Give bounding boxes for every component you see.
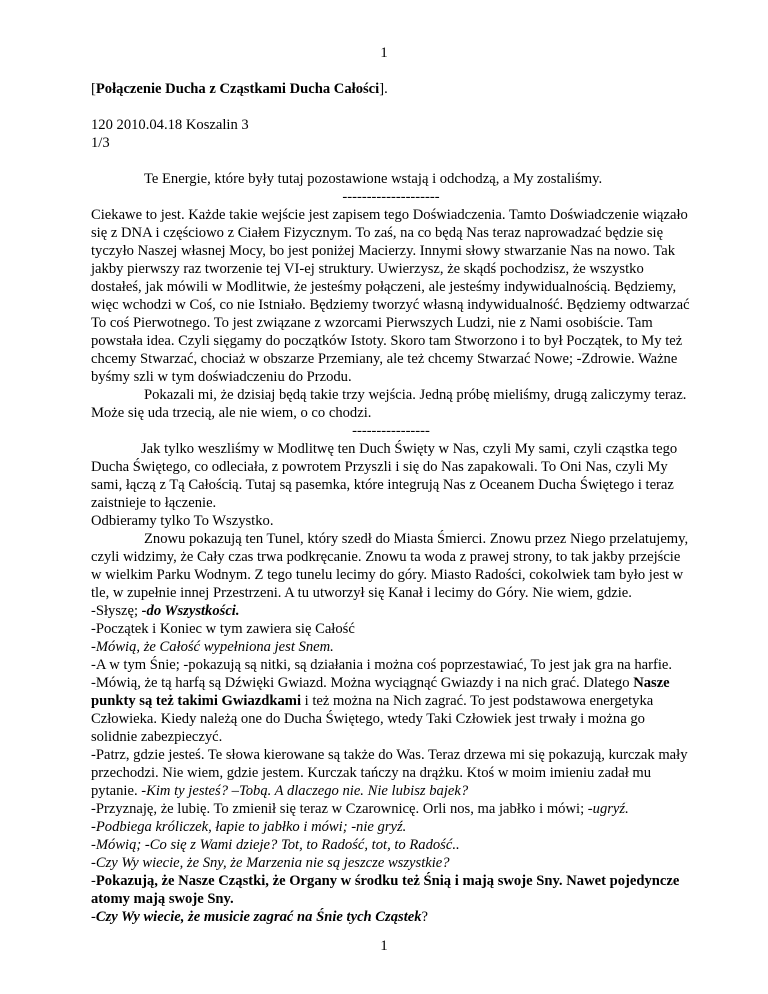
document-title bbox=[91, 80, 691, 98]
paragraph-8: -Początek i Koniec w tym zawiera się Całość bbox=[91, 621, 355, 637]
paragraph-16 bbox=[91, 854, 691, 872]
meta-line-2: 1/3 bbox=[91, 135, 110, 151]
paragraph-12 bbox=[91, 746, 691, 800]
p13-italic: -ugryź. bbox=[587, 801, 629, 817]
p16-italic: -Czy Wy wiecie, że Sny, że Marzenia nie są jeszcze wszystkie? bbox=[91, 855, 450, 871]
p17-bold: Pokazują, że Nasze Cząstki, że Organy w środku też Śnią i mają swoje Sny. Nawet pojedyncze atomy mają swoje Sny. bbox=[91, 873, 680, 907]
p7-plain: -Słyszę; bbox=[91, 603, 142, 619]
p11-part-a: -Mówią, że tą harfą są Dźwięki Gwiazd. Można wyciągnąć Gwiazdy i na nich grać. Dlatego bbox=[91, 675, 634, 691]
paragraph-9 bbox=[91, 638, 691, 656]
paragraph-18 bbox=[91, 908, 691, 926]
p13-plain: -Przyznaję, że lubię. To zmienił się teraz w Czarownicę. Orli nos, ma jabłko i mówi; bbox=[91, 801, 588, 817]
paragraph-10: -A w tym Śnie; -pokazują są nitki, są działania i można coś poprzestawiać, To jest jak gra na harfie. bbox=[91, 657, 673, 673]
paragraph-13 bbox=[91, 800, 691, 818]
paragraph-11 bbox=[91, 674, 691, 746]
paragraph-6: Znowu pokazują ten Tunel, który szedł do Miasta Śmierci. Znowu przez Niego przelatujemy, czyli widzimy, że Cały czas trwa podkręcanie. Znowu ta woda z prawej strony, to tak jakby przejście w wielkim Parku Wodnym. Z tego tunelu lecimy do góry. Miasto Radości, cokolwiek tam było jest w tle, w zupełnie innej Przestrzeni. A tu utworzył się Kanał i lecimy do Góry. Nie wiem, gdzie. bbox=[91, 531, 689, 601]
paragraph-14 bbox=[91, 818, 691, 836]
p15-italic: -Mówią; -Co się z Wami dzieje? Tot, to Radość, tot, to Radość.. bbox=[91, 837, 460, 853]
paragraph-7 bbox=[91, 602, 691, 620]
paragraph-3: Pokazali mi, że dzisiaj będą takie trzy wejścia. Jedną próbę mieliśmy, drugą zaliczymy teraz. Może się uda trzecią, ale nie wiem, o co chodzi. bbox=[91, 387, 687, 421]
p18-dash: - bbox=[91, 909, 96, 925]
p12-italic: -Kim ty jesteś? –Tobą. A dlaczego nie. Nie lubisz bajek? bbox=[141, 783, 469, 799]
paragraph-4: Jak tylko weszliśmy w Modlitwę ten Duch Święty w Nas, czyli My sami, czyli cząstka tego Ducha Świętego, co odleciała, z powrotem Przyszli i się do Nas zapakowali. To Oni Nas, czyli My sami, łączą z Tą Całością. Tutaj są pasemka, które integrują Nas z Oceanem Ducha Świętego i teraz zaistnieje to łączenie. bbox=[91, 441, 678, 511]
title-text: Połączenie Ducha z Cząstkami Ducha Całości bbox=[95, 81, 380, 97]
page-number-bottom: 1 bbox=[380, 938, 388, 954]
meta-line-1: 120 2010.04.18 Koszalin 3 bbox=[91, 117, 249, 133]
paragraph-17 bbox=[91, 872, 691, 908]
p9-italic: -Mówią, że Całość wypełniona jest Snem. bbox=[91, 639, 334, 655]
p11-part-c: i też można na Nich zagrać. To jest podstawowa energetyka Człowieka. Kiedy należą one do Ducha Świętego, wtedy Taki Człowiek jest trwały i można go solidnie zabezpieczyć. bbox=[91, 693, 654, 745]
separator-1: -------------------- bbox=[342, 189, 440, 205]
document-body bbox=[91, 80, 691, 926]
p7-emphasis: -do Wszystkości. bbox=[141, 603, 240, 619]
paragraph-1: Te Energie, które były tutaj pozostawione wstają i odchodzą, a My zostaliśmy. bbox=[144, 171, 603, 187]
title-bracket-open: [ bbox=[91, 81, 96, 97]
p17-dash: - bbox=[91, 873, 96, 889]
paragraph-5: Odbieramy tylko To Wszystko. bbox=[91, 513, 274, 529]
p14-italic: -Podbiega króliczek, łapie to jabłko i mówi; -nie gryź. bbox=[91, 819, 407, 835]
page-number-top: 1 bbox=[380, 45, 388, 61]
p18-bold-italic: Czy Wy wiecie, że musicie zagrać na Śnie tych Cząstek bbox=[95, 909, 422, 925]
separator-2: ---------------- bbox=[352, 423, 430, 439]
paragraph-15 bbox=[91, 836, 691, 854]
p18-end: ? bbox=[421, 909, 429, 925]
paragraph-2: Ciekawe to jest. Każde takie wejście jest zapisem tego Doświadczenia. Tamto Doświadczenie wiązało się z DNA i częściowo z Ciałem Fizycznym. To zaś, na co będą Nas teraz naprowadzać będzie się tyczyło Naszej własnej Mocy, bo jest poniżej Macierzy. Innymi słowy stwarzanie Nas na nowo. Tak jakby pierwszy raz tworzenie tej VI-ej struktury. Uwierzysz, że skądś pochodzisz, że wszystko dostałeś, jak mówili w Modlitwie, że jesteśmy połączeni, ale jesteśmy indywidualnością. Będziemy, więc wchodzi w Coś, co nie Istniało. Będziemy tworzyć własną indywidualność. Będziemy odtwarzać To coś Pierwotnego. To jest związane z wzorcami Pierwszych Ludzi, nie z Nami osobiście. Tam powstała idea. Czyli sięgamy do początków Istoty. Skoro tam Stworzono i to był Początek, to My też chcemy Stwarzać, chociaż w obszarze Przemiany, ale też chcemy Stwarzać Nowe; -Zdrowie. Ważne byśmy szli w tym doświadczeniu do Przodu. bbox=[91, 207, 690, 385]
title-bracket-close: ]. bbox=[379, 81, 388, 97]
p11-bold: Nasze punkty są też takimi Gwiazdkami bbox=[91, 675, 670, 709]
p12-plain: -Patrz, gdzie jesteś. Te słowa kierowane są także do Was. Teraz drzewa mi się pokazują, kurczak mały przechodzi. Nie wiem, gdzie jestem. Kurczak tańczy na drążku. Ktoś w moim imieniu zadał mu pytanie. bbox=[91, 747, 688, 799]
